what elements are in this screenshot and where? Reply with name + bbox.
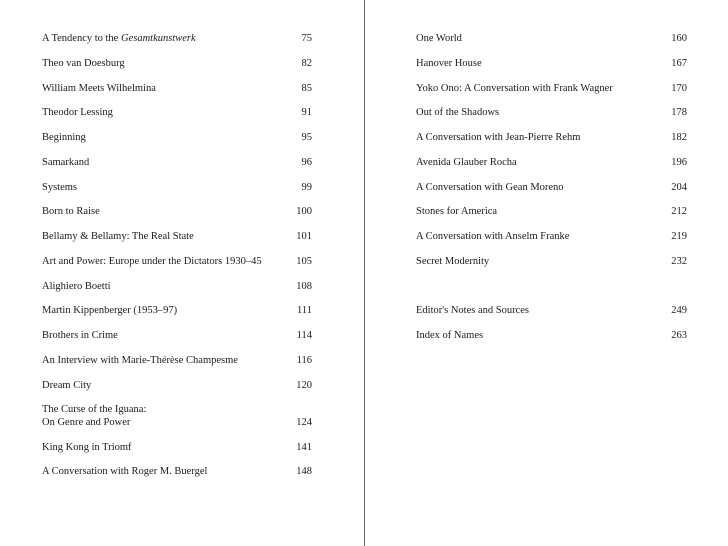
- entry-page-number: 91: [301, 107, 312, 118]
- entry-page-number: 160: [671, 33, 687, 44]
- entry-title: Beginning: [42, 132, 86, 143]
- entry-page-number: 95: [301, 132, 312, 143]
- toc-entry[interactable]: [42, 404, 312, 429]
- entry-title: Editor's Notes and Sources: [416, 305, 529, 316]
- entry-title-line: The Curse of the Iguana:: [42, 404, 147, 415]
- entry-page-number: 96: [301, 157, 312, 168]
- entry-page-number: 148: [296, 466, 312, 477]
- entry-title: Dream City: [42, 380, 92, 391]
- entry-title: A Tendency to the Gesamtkunstwerk: [42, 33, 196, 44]
- entry-title: A Conversation with Roger M. Buergel: [42, 466, 208, 477]
- entry-title: Born to Raise: [42, 206, 100, 217]
- entry-title: Alighiero Boetti: [42, 281, 111, 292]
- entry-title: Yoko Ono: A Conversation with Frank Wagner: [416, 83, 613, 94]
- entry-title: Art and Power: Europe under the Dictators 1930–45: [42, 256, 262, 267]
- entry-page-number: 249: [671, 305, 687, 316]
- entry-page-number: 167: [671, 58, 687, 69]
- entry-title: Index of Names: [416, 330, 484, 341]
- entry-title: King Kong in Triomf: [42, 442, 132, 453]
- entry-title: Hanover House: [416, 58, 482, 69]
- entry-title: One World: [416, 33, 462, 44]
- entry-page-number: 105: [296, 256, 312, 267]
- entry-page-number: 196: [671, 157, 687, 168]
- entry-page-number: 82: [301, 58, 312, 69]
- entry-title: Brothers in Crime: [42, 330, 118, 341]
- entry-page-number: 116: [296, 355, 312, 366]
- entry-title: Theodor Lessing: [42, 107, 113, 118]
- entry-page-number: 100: [296, 206, 312, 217]
- entry-page-number: 263: [671, 330, 687, 341]
- entry-title: [42, 404, 146, 429]
- entry-page-number: 182: [671, 132, 687, 143]
- entry-page-number: 75: [301, 33, 312, 44]
- entry-title: An Interview with Marie-Thérèse Champesme: [42, 355, 238, 366]
- entry-page-number: 219: [671, 231, 687, 242]
- entry-title: A Conversation with Jean-Pierre Rehm: [416, 132, 581, 143]
- entry-title: Systems: [42, 182, 78, 193]
- entry-title: Avenida Glauber Rocha: [416, 157, 517, 168]
- entry-page-number: 120: [296, 380, 312, 391]
- entry-page-number: 85: [301, 83, 312, 94]
- right-page: [365, 0, 728, 546]
- entry-title: Theo van Doesburg: [42, 58, 125, 69]
- entry-page-number: 170: [671, 83, 687, 94]
- entry-page-number: 99: [301, 182, 312, 193]
- entry-title: Secret Modernity: [416, 256, 490, 267]
- entry-page-number: 204: [671, 182, 687, 193]
- entry-title: Stones for America: [416, 206, 498, 217]
- entry-title: Samarkand: [42, 157, 90, 168]
- entry-page-number: 178: [671, 107, 687, 118]
- entry-title: Martin Kippenberger (1953–97): [42, 305, 178, 316]
- entry-page-number: 111: [297, 305, 312, 316]
- entry-title: A Conversation with Gean Moreno: [416, 182, 564, 193]
- entry-title: Bellamy & Bellamy: The Real State: [42, 231, 194, 242]
- entry-page-number: 124: [296, 416, 312, 428]
- entry-title: Out of the Shadows: [416, 107, 500, 118]
- entry-page-number: 212: [671, 206, 687, 217]
- entry-page-number: 101: [296, 231, 312, 242]
- entry-page-number: 141: [296, 442, 312, 453]
- entry-title: William Meets Wilhelmina: [42, 83, 156, 94]
- entry-title-line: On Genre and Power: [42, 416, 131, 428]
- entry-page-number: 108: [296, 281, 312, 292]
- entry-page-number: 114: [296, 330, 312, 341]
- entry-page-number: 232: [671, 256, 687, 267]
- entry-title: A Conversation with Anselm Franke: [416, 231, 570, 242]
